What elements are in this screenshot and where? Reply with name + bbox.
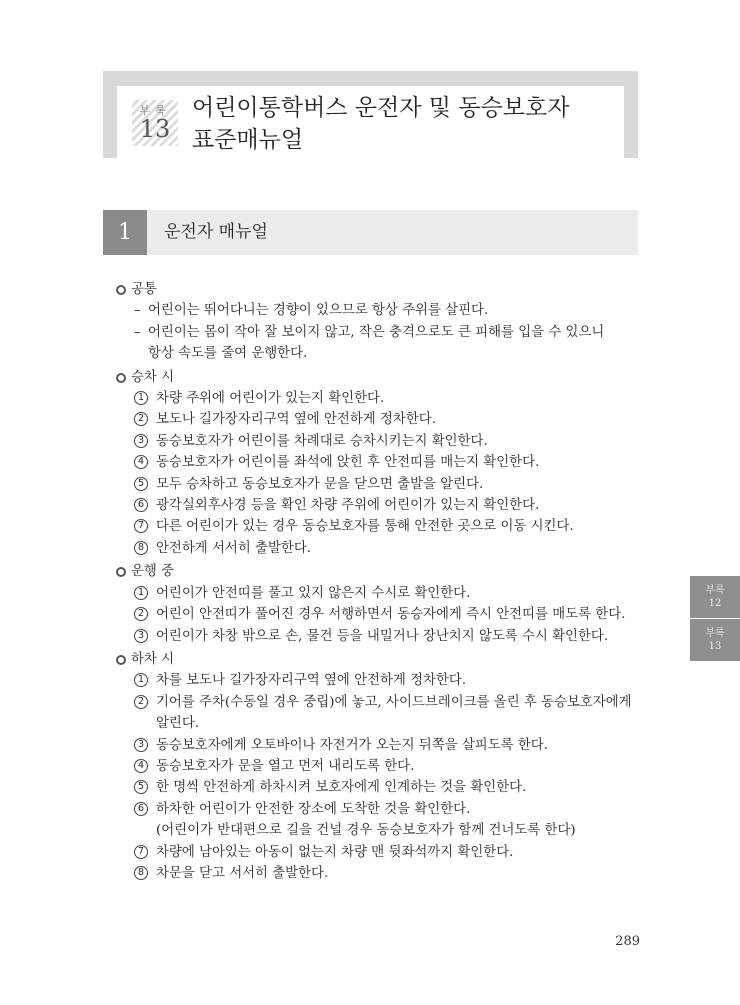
circle-bullet-icon xyxy=(116,285,126,295)
circled-number: 4 xyxy=(134,455,148,469)
circle-bullet-icon xyxy=(116,567,126,577)
circled-number: 2 xyxy=(134,412,148,426)
page-title-line-1: 어린이통학버스 운전자 및 동승보호자 xyxy=(192,95,570,121)
circle-bullet-icon xyxy=(116,373,126,383)
circled-number: 6 xyxy=(134,802,148,816)
circled-number: 3 xyxy=(134,738,148,752)
circled-number: 7 xyxy=(134,519,148,533)
circled-number: 6 xyxy=(134,498,148,512)
circled-number: 1 xyxy=(134,391,148,405)
list-item: 2 보도나 길가장자리구역 옆에 안전하게 정차한다. xyxy=(114,409,654,430)
circled-number: 1 xyxy=(134,586,148,600)
list-item: 6 하차한 어린이가 안전한 장소에 도착한 것을 확인한다. xyxy=(114,799,654,820)
group-title: 승차 시 xyxy=(114,367,654,388)
circled-number: 3 xyxy=(134,629,148,643)
group-driving xyxy=(114,561,654,647)
group-boarding xyxy=(114,367,654,560)
list-item: 4 동승보호자가 문을 열고 먼저 내리도록 한다. xyxy=(114,756,654,777)
list-item: 8 안전하게 서서히 출발한다. xyxy=(114,538,654,559)
dash-marker: – xyxy=(134,303,141,319)
list-item: 1 차량 주위에 어린이가 있는지 확인한다. xyxy=(114,388,654,409)
list-item: 2 어린이 안전띠가 풀어진 경우 서행하면서 동승자에게 즉시 안전띠를 매도록 한다. xyxy=(114,604,654,625)
list-item: 4 동승보호자가 어린이를 좌석에 앉힌 후 안전띠를 매는지 확인한다. xyxy=(114,452,654,473)
circled-number: 5 xyxy=(134,780,148,794)
list-item: 3 동승보호자에게 오토바이나 자전거가 오는지 뒤쪽을 살피도록 한다. xyxy=(114,735,654,756)
list-item: 5 모두 승차하고 동승보호자가 문을 닫으면 출발을 알린다. xyxy=(114,474,654,495)
circled-number: 5 xyxy=(134,477,148,491)
group-alighting xyxy=(114,649,654,884)
side-tab-appendix-13[interactable]: 부록 13 xyxy=(690,619,740,661)
list-item: 7 다른 어린이가 있는 경우 동승보호자를 통해 안전한 곳으로 이동 시킨다. xyxy=(114,516,654,537)
page-title-line-2: 표준매뉴얼 xyxy=(192,127,304,153)
circled-number: 1 xyxy=(134,673,148,687)
side-tab-appendix-12[interactable]: 부록 12 xyxy=(690,576,740,618)
list-item: 8 차문을 닫고 서서히 출발한다. xyxy=(114,863,654,884)
list-item-continuation: (어린이가 반대편으로 길을 건널 경우 동승보호자가 함께 건너도록 한다) xyxy=(156,823,576,839)
circled-number: 3 xyxy=(134,434,148,448)
circled-number: 2 xyxy=(134,607,148,621)
page-number: 289 xyxy=(615,934,640,949)
group-title: 공통 xyxy=(114,279,654,300)
appendix-word: 부록 xyxy=(139,104,171,117)
list-item: 2 기어를 주차(수동일 경우 중립)에 놓고, 사이드브레이크를 올린 후 동승보호자에게 xyxy=(114,692,654,713)
appendix-number: 13 xyxy=(139,115,171,143)
circled-number: 7 xyxy=(134,845,148,859)
group-title: 하차 시 xyxy=(114,649,654,670)
dash-marker: – xyxy=(134,324,141,340)
circled-number: 4 xyxy=(134,759,148,773)
manual-content xyxy=(114,279,654,886)
list-item: 7 차량에 남아있는 아동이 없는지 차량 맨 뒷좌석까지 확인한다. xyxy=(114,842,654,863)
circle-bullet-icon xyxy=(116,655,126,665)
list-item: 5 한 명씩 안전하게 하차시켜 보호자에게 인계하는 것을 확인한다. xyxy=(114,777,654,798)
list-item: 1 어린이가 안전띠를 풀고 있지 않은지 수시로 확인한다. xyxy=(114,583,654,604)
list-item-continuation: 알린다. xyxy=(156,716,200,732)
list-item: 3 어린이가 차창 밖으로 손, 물건 등을 내밀거나 장난치지 않도록 수시 확인한다. xyxy=(114,626,654,647)
section-title: 운전자 매뉴얼 xyxy=(164,222,268,242)
circled-number: 8 xyxy=(134,541,148,555)
list-item: – 어린이는 몸이 작아 잘 보이지 않고, 작은 충격으로도 큰 피해를 입을 수 있으니 항상 속도를 줄여 운행한다. xyxy=(114,322,654,365)
section-number: 1 xyxy=(103,210,147,255)
group-title: 운행 중 xyxy=(114,561,654,582)
circled-number: 2 xyxy=(134,695,148,709)
list-item: 3 동승보호자가 어린이를 차례대로 승차시키는지 확인한다. xyxy=(114,431,654,452)
circled-number: 8 xyxy=(134,866,148,880)
group-common xyxy=(114,279,654,365)
list-item: 6 광각실외후사경 등을 확인 차량 주위에 어린이가 있는지 확인한다. xyxy=(114,495,654,516)
list-item: 1 차를 보도나 길가장자리구역 옆에 안전하게 정차한다. xyxy=(114,670,654,691)
list-item: – 어린이는 뛰어다니는 경향이 있으므로 항상 주위를 살핀다. xyxy=(114,300,654,321)
page-title xyxy=(192,92,612,156)
